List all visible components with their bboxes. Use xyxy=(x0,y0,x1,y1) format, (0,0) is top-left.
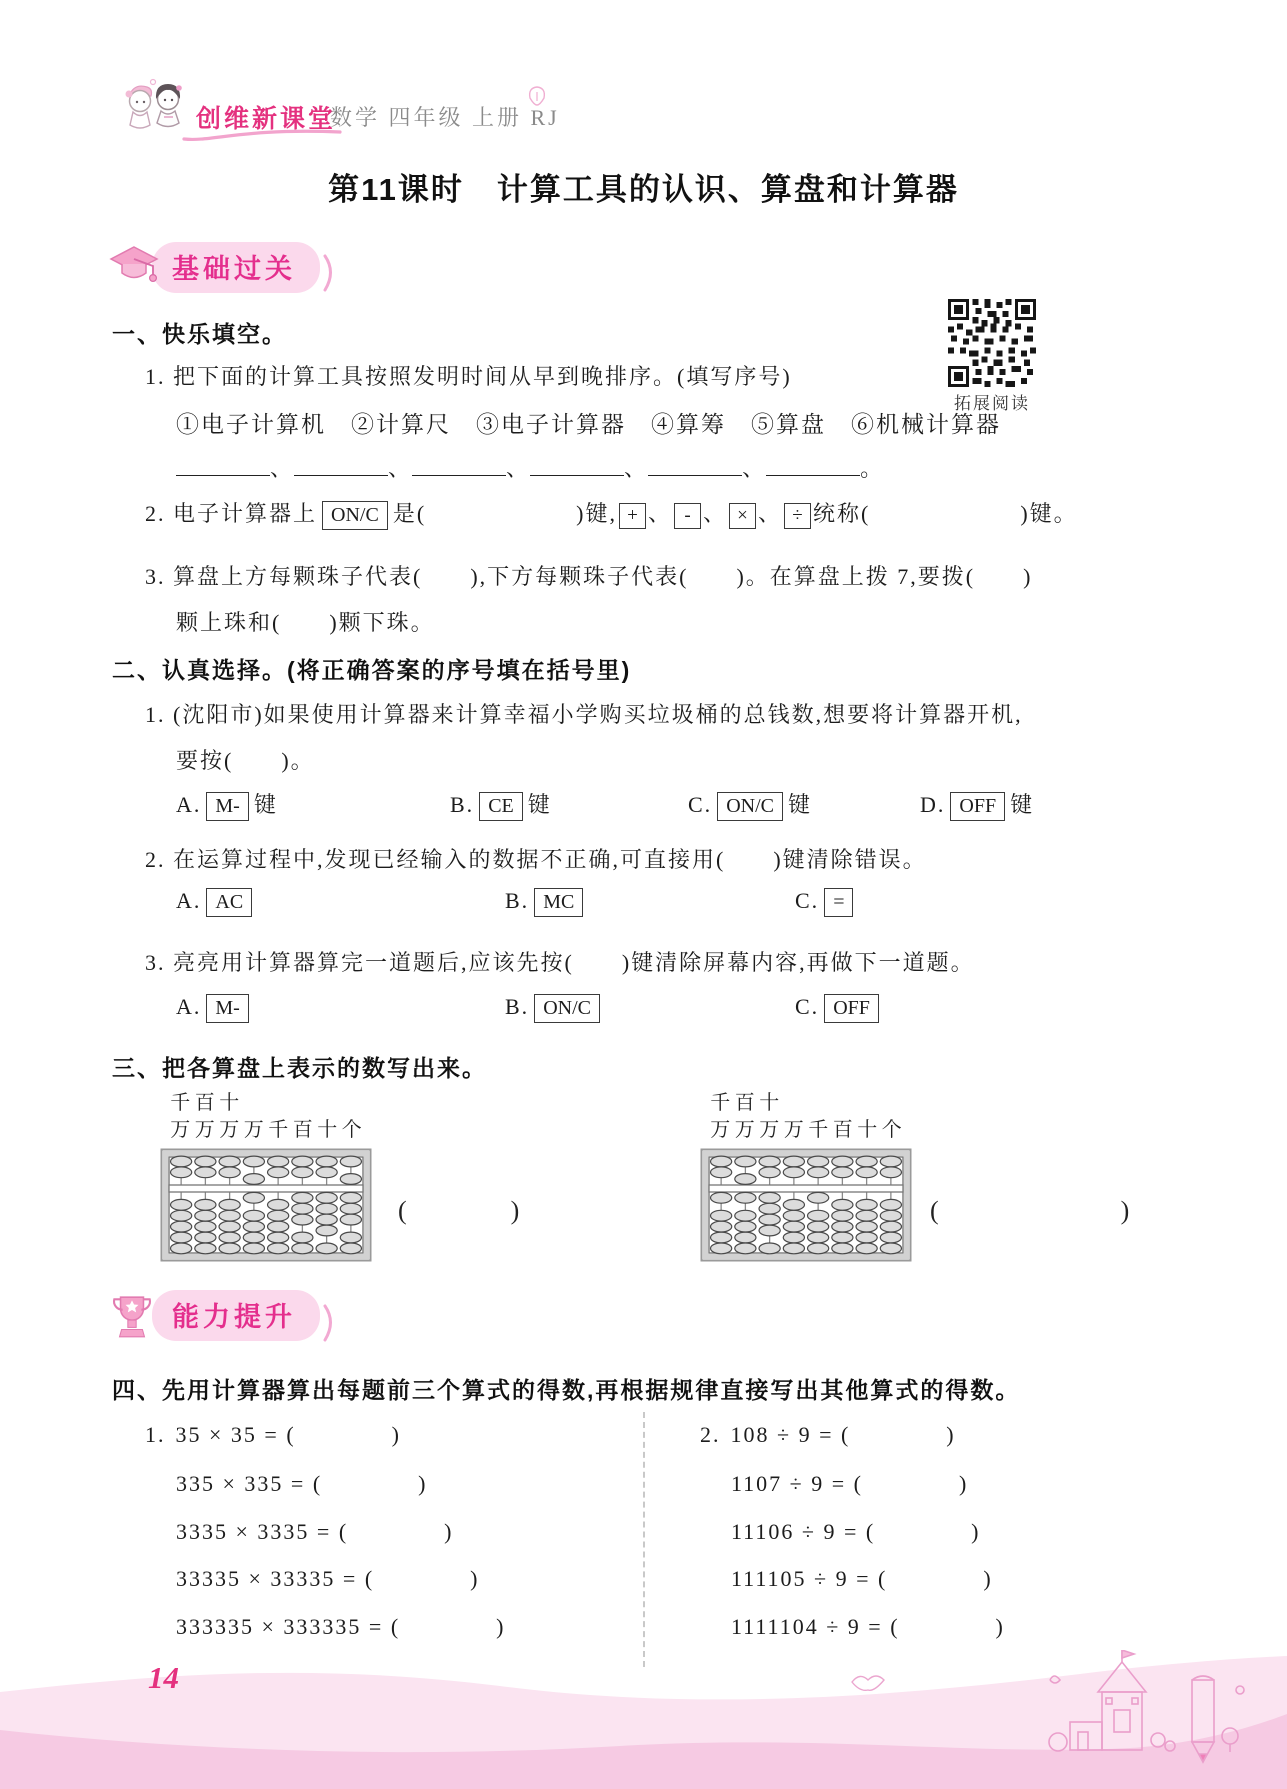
key-off: OFF xyxy=(950,792,1005,821)
abacus-column-label xyxy=(880,1090,905,1117)
abacus-column-label xyxy=(855,1090,880,1117)
equation-row: 333335 × 333335 = ( ) xyxy=(176,1614,506,1639)
abacus-column-label: 万 xyxy=(219,1119,240,1141)
equation-row: 335 × 335 = ( ) xyxy=(176,1471,428,1496)
brand-title: 创维新课堂 xyxy=(196,105,337,133)
abacus-column-label: 十 xyxy=(857,1119,878,1141)
trophy-icon xyxy=(108,1292,156,1342)
abacus1-column-labels-top xyxy=(168,1090,364,1117)
part2-q1-line1: 1. (沈阳市)如果使用计算器来计算幸福小学购买垃圾桶的总钱数,想要将计算器开机, xyxy=(145,702,1023,727)
abacus-column-label: 百 xyxy=(734,1092,755,1114)
answer-blank xyxy=(766,455,860,476)
badge-tail-decoration xyxy=(323,254,337,292)
equation-row: 33335 × 33335 = ( ) xyxy=(176,1566,480,1591)
badge-tail-decoration xyxy=(323,1304,337,1342)
abacus-column-label: 千 xyxy=(268,1119,289,1141)
answer-blank xyxy=(176,455,270,476)
key-m-minus: M- xyxy=(206,994,248,1023)
abacus-column-label: 万 xyxy=(170,1119,191,1141)
abacus-column-label xyxy=(806,1090,831,1117)
page-number: 14 xyxy=(148,1660,179,1695)
book-subtitle: 数学 四年级 上册 RJ xyxy=(330,105,560,130)
abacus-column-label: 百 xyxy=(832,1119,853,1141)
option-item: A. M- 键 xyxy=(176,788,278,821)
abacus-column-label xyxy=(831,1090,856,1117)
option-item: C. OFF xyxy=(795,994,884,1023)
option-item: C. ON/C 键 xyxy=(688,788,812,821)
answer-blank xyxy=(294,455,388,476)
brand-swoosh-underline xyxy=(182,126,342,142)
answer-blank xyxy=(648,455,742,476)
graduation-cap-icon xyxy=(108,242,160,296)
option-item: B. ON/C xyxy=(505,994,605,1023)
part3-heading: 三、把各算盘上表示的数写出来。 xyxy=(112,1055,487,1081)
abacus1-answer-parens: ( ) xyxy=(398,1196,520,1225)
part1-q3-line1: 3. 算盘上方每颗珠子代表( ),下方每颗珠子代表( )。在算盘上拨 7,要拨( ) xyxy=(145,564,1033,589)
equation-row: 1. 35 × 35 = ( ) xyxy=(145,1422,401,1447)
equation-row: 111105 ÷ 9 = ( ) xyxy=(731,1566,993,1591)
abacus-column-label: 千 xyxy=(808,1119,829,1141)
qr-caption: 拓展阅读 xyxy=(954,394,1030,413)
abacus-column-label: 百 xyxy=(194,1092,215,1114)
answer-blank xyxy=(412,455,506,476)
key-equals: = xyxy=(824,888,853,917)
abacus-column-label: 万 xyxy=(734,1119,755,1141)
key-divide: ÷ xyxy=(784,503,811,529)
abacus-column-label: 十 xyxy=(759,1092,780,1114)
abacus2-answer-parens: ( ) xyxy=(930,1196,1130,1225)
part4-heading: 四、先用计算器算出每题前三个算式的得数,再根据规律直接写出其他算式的得数。 xyxy=(112,1377,1021,1403)
key-onc: ON/C xyxy=(322,501,388,530)
abacus1-column-labels-bottom xyxy=(168,1117,364,1144)
section-badge-basic xyxy=(108,242,320,293)
part1-q3-line2: 颗上珠和( )颗下珠。 xyxy=(176,610,435,635)
part1-q1-answer-blanks: 、 、 、 、 、 。 xyxy=(176,452,884,483)
bird-sparkle-decoration xyxy=(848,1668,888,1694)
abacus-column-label xyxy=(291,1090,316,1117)
abacus-column-label: 万 xyxy=(194,1119,215,1141)
abacus-column-label xyxy=(782,1090,807,1117)
abacus2-column-labels-bottom xyxy=(708,1117,904,1144)
equation-row: 1107 ÷ 9 = ( ) xyxy=(731,1471,969,1496)
option-item: A. M- xyxy=(176,994,254,1023)
part2-q3-text: 3. 亮亮用计算器算完一道题后,应该先按( )键清除屏幕内容,再做下一道题。 xyxy=(145,950,975,975)
equation-row: 1111104 ÷ 9 = ( ) xyxy=(731,1614,1005,1639)
abacus-column-label: 万 xyxy=(243,1119,264,1141)
key-onc: ON/C xyxy=(717,792,783,821)
abacus-column-label: 万 xyxy=(759,1119,780,1141)
abacus-diagram-1 xyxy=(160,1148,372,1262)
option-item: D. OFF 键 xyxy=(920,788,1034,821)
key-m-minus: M- xyxy=(206,792,248,821)
equation-row: 3335 × 3335 = ( ) xyxy=(176,1519,454,1544)
key-off: OFF xyxy=(824,994,879,1023)
key-plus: + xyxy=(619,503,646,529)
abacus-column-label: 百 xyxy=(292,1119,313,1141)
part2-heading: 二、认真选择。(将正确答案的序号填在括号里) xyxy=(112,657,632,683)
abacus-column-label xyxy=(242,1090,267,1117)
key-mc: MC xyxy=(534,888,583,917)
option-item: B. CE 键 xyxy=(450,788,552,821)
castle-pencil-illustration xyxy=(1040,1650,1255,1775)
petal-decoration-icon xyxy=(524,84,550,108)
abacus-column-label xyxy=(315,1090,340,1117)
part2-q1-line2: 要按( )。 xyxy=(176,748,315,773)
key-ce: CE xyxy=(479,792,523,821)
key-onc: ON/C xyxy=(534,994,600,1023)
part1-q1-text: 1. 把下面的计算工具按照发明时间从早到晚排序。(填写序号) xyxy=(145,364,792,389)
abacus-column-label xyxy=(340,1090,365,1117)
abacus-column-label: 千 xyxy=(170,1092,191,1114)
option-item: B. MC xyxy=(505,888,588,917)
badge-advanced-label: 能力提升 xyxy=(152,1290,320,1341)
abacus-column-label: 十 xyxy=(317,1119,338,1141)
part1-q1-items: ①电子计算机 ②计算尺 ③电子计算器 ④算筹 ⑤算盘 ⑥机械计算器 xyxy=(176,412,1001,437)
key-multiply: × xyxy=(729,503,756,529)
part1-q2-text: 2. 电子计算器上 ON/C 是( )键, + 、 - 、 × 、 ÷ 统称( )键。 xyxy=(145,497,1078,530)
answer-blank xyxy=(530,455,624,476)
key-ac: AC xyxy=(206,888,252,917)
key-minus: - xyxy=(674,503,701,529)
abacus-column-label xyxy=(266,1090,291,1117)
part1-heading: 一、快乐填空。 xyxy=(112,321,287,347)
section-badge-advanced xyxy=(108,1290,320,1341)
qr-code xyxy=(948,299,1036,387)
option-item: A. AC xyxy=(176,888,257,917)
column-divider xyxy=(643,1412,645,1667)
abacus-column-label: 个 xyxy=(881,1119,902,1141)
part2-q2-text: 2. 在运算过程中,发现已经输入的数据不正确,可直接用( )键清除错误。 xyxy=(145,847,927,872)
equation-row: 11106 ÷ 9 = ( ) xyxy=(731,1519,981,1544)
equation-row: 2. 108 ÷ 9 = ( ) xyxy=(700,1422,956,1447)
badge-basic-label: 基础过关 xyxy=(152,242,320,293)
abacus2-column-labels-top xyxy=(708,1090,904,1117)
page-title: 第11课时 计算工具的认识、算盘和计算器 xyxy=(328,172,959,207)
abacus-column-label: 万 xyxy=(710,1119,731,1141)
option-item: C. = xyxy=(795,888,858,917)
abacus-diagram-2 xyxy=(700,1148,912,1262)
abacus-column-label: 万 xyxy=(783,1119,804,1141)
abacus-column-label: 十 xyxy=(219,1092,240,1114)
abacus-column-label: 千 xyxy=(710,1092,731,1114)
abacus-column-label: 个 xyxy=(341,1119,362,1141)
